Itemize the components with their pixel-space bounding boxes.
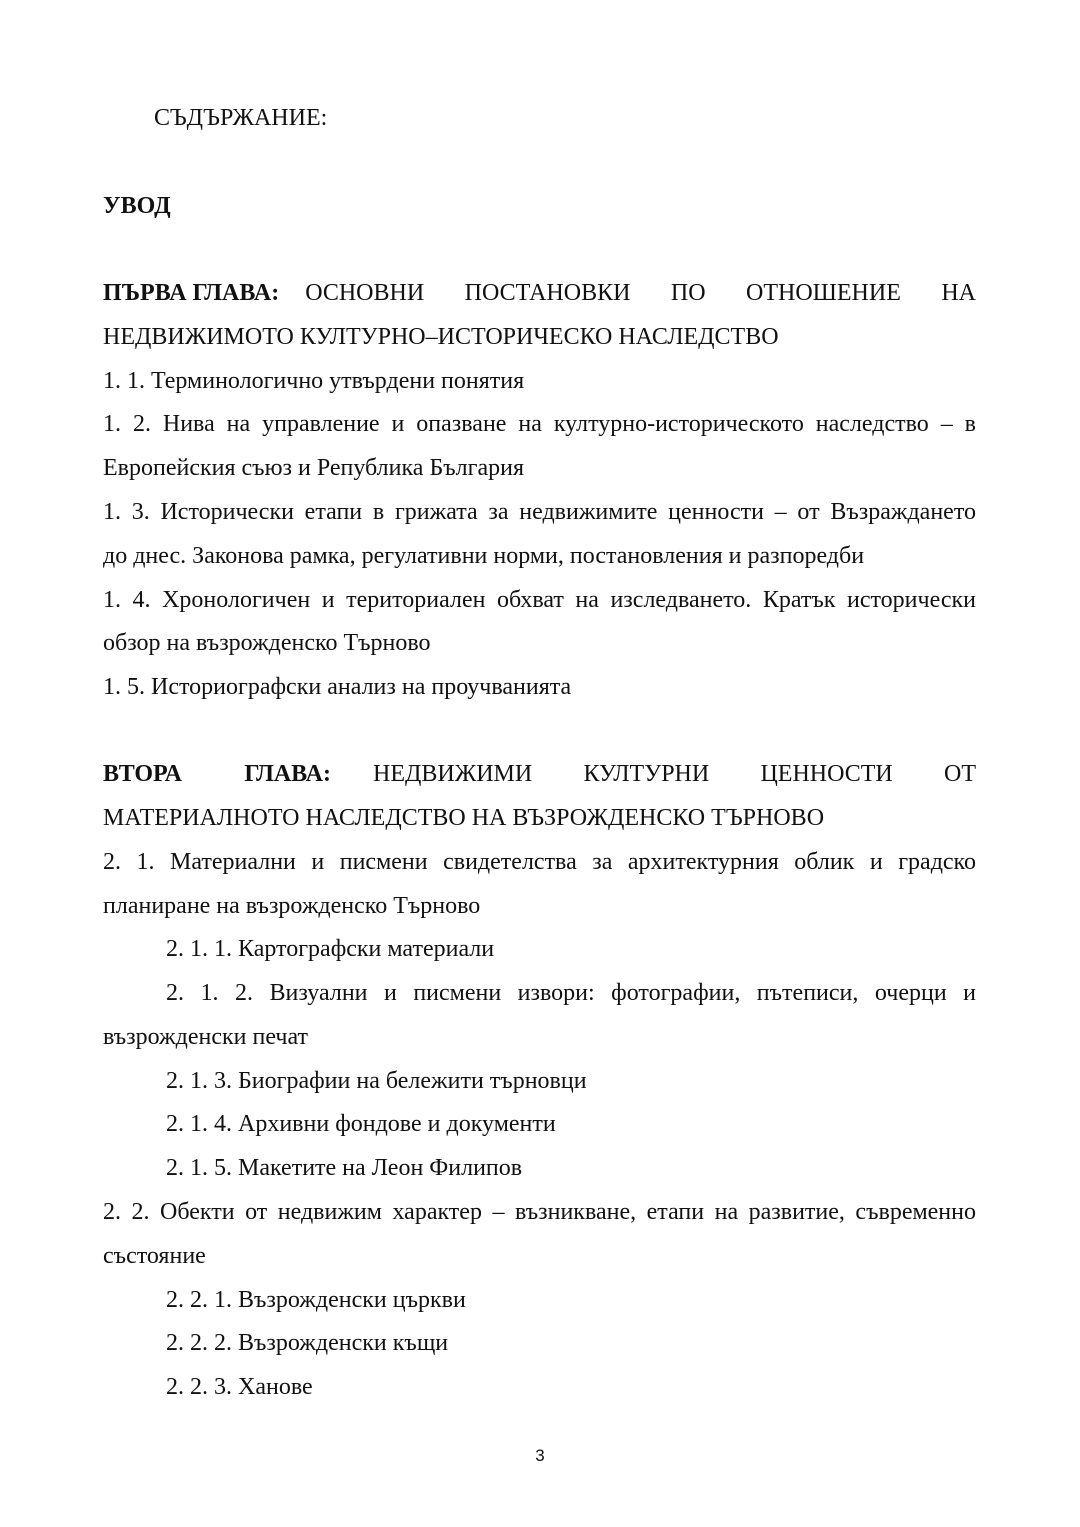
toc-item-2-2: 2. 2. Обекти от недвижим характер – възникване, етапи на развитие, съвременно bbox=[103, 1199, 976, 1225]
toc-item-1-2: 1. 2. Нива на управление и опазване на културно-историческото наследство – в bbox=[103, 411, 976, 437]
chapter1-heading bbox=[103, 278, 976, 308]
toc-item-2-1-2: 2. 1. 2. Визуални и писмени извори: фотографии, пътеписи, очерци и bbox=[166, 980, 976, 1006]
toc-item-2-1-1: 2. 1. 1. Картографски материали bbox=[166, 936, 495, 962]
toc-item-1-3-cont: до днес. Законова рамка, регулативни норми, постановления и разпоредби bbox=[103, 543, 865, 569]
toc-item-2-1-5: 2. 1. 5. Макетите на Леон Филипов bbox=[166, 1155, 523, 1181]
toc-item-2-1-3: 2. 1. 3. Биографии на бележити търновци bbox=[166, 1068, 587, 1094]
toc-item-2-2-3: 2. 2. 3. Ханове bbox=[166, 1374, 313, 1400]
chapter2-title-line1: НЕДВИЖИМИ КУЛТУРНИ ЦЕННОСТИ ОТ bbox=[373, 761, 976, 787]
chapter1-label: ПЪРВА ГЛАВА: bbox=[103, 280, 280, 306]
toc-item-2-1-cont: планиране на възрожденско Търново bbox=[103, 893, 481, 919]
toc-item-1-3: 1. 3. Исторически етапи в грижата за недвижимите ценности – от Възраждането bbox=[103, 499, 976, 525]
chapter2-label: ВТОРА ГЛАВА: bbox=[103, 761, 331, 787]
toc-item-1-4: 1. 4. Хронологичен и териториален обхват на изследването. Кратък исторически bbox=[103, 587, 976, 613]
toc-item-2-1-4: 2. 1. 4. Архивни фондове и документи bbox=[166, 1111, 556, 1137]
toc-item-2-2-cont: състояние bbox=[103, 1243, 206, 1269]
toc-item-1-2-cont: Европейския съюз и Република България bbox=[103, 455, 524, 481]
toc-item-2-1-2-cont: възрожденски печат bbox=[103, 1024, 308, 1050]
toc-item-1-4-cont: обзор на възрожденско Търново bbox=[103, 630, 431, 656]
toc-item-1-1: 1. 1. Терминологично утвърдени понятия bbox=[103, 368, 525, 394]
toc-item-2-1: 2. 1. Материални и писмени свидетелства за архитектурния облик и градско bbox=[103, 849, 976, 875]
intro-heading: УВОД bbox=[103, 193, 171, 219]
toc-title: СЪДЪРЖАНИЕ: bbox=[154, 105, 328, 131]
toc-item-1-5: 1. 5. Историографски анализ на проучванията bbox=[103, 674, 572, 700]
chapter1-title-line1: ОСНОВНИ ПОСТАНОВКИ ПО ОТНОШЕНИЕ НА bbox=[305, 280, 976, 306]
chapter2-heading bbox=[103, 759, 976, 789]
chapter2-title-line2: МАТЕРИАЛНОТО НАСЛЕДСТВО НА ВЪЗРОЖДЕНСКО ТЪРНОВО bbox=[103, 805, 825, 831]
toc-item-2-2-2: 2. 2. 2. Възрожденски къщи bbox=[166, 1330, 449, 1356]
chapter1-title-line2: НЕДВИЖИМОТО КУЛТУРНО–ИСТОРИЧЕСКО НАСЛЕДСТВО bbox=[103, 324, 779, 350]
page-number: 3 bbox=[535, 1446, 545, 1465]
toc-item-2-2-1: 2. 2. 1. Възрожденски църкви bbox=[166, 1287, 466, 1313]
